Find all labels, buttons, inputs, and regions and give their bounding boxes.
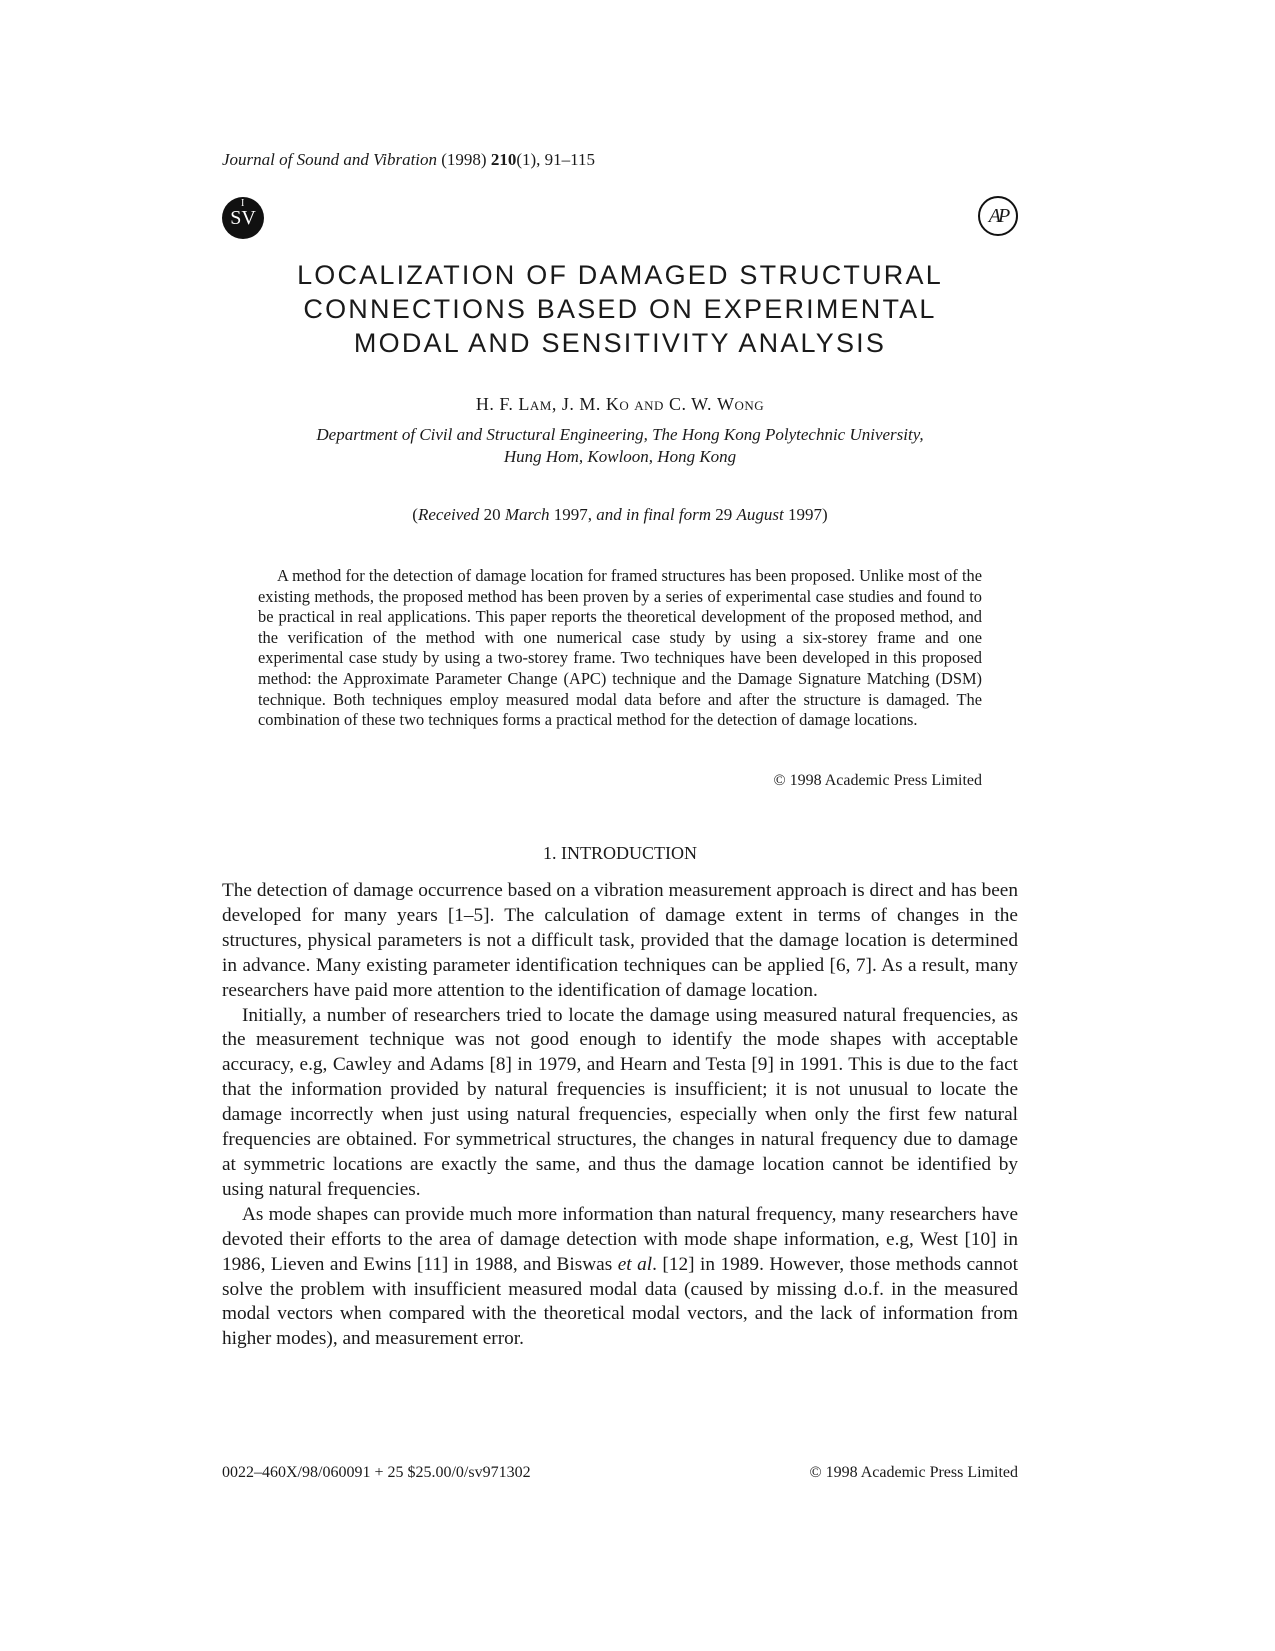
introduction-body: [222, 879, 1018, 1352]
paragraph-part: . [12] in 1989. However, those methods cannot solve the problem with insufficient measured modal data (caused by missing d.o.f. in the measured modal vectors when compared with the theoretical modal vectors, and the lack of information from higher modes), and measurement error.: [222, 1253, 1018, 1350]
abstract: [258, 566, 982, 731]
final-year: 1997): [783, 505, 828, 524]
affiliation-line-2: Hung Hom, Kowloon, Hong Kong: [503, 447, 737, 466]
sv-logo-small: I: [241, 198, 245, 209]
sv-logo: [222, 197, 264, 239]
journal-volume: 210: [490, 150, 517, 169]
abstract-copyright: © 1998 Academic Press Limited: [773, 772, 982, 789]
journal-year: (1998): [441, 150, 487, 169]
received-open: (: [412, 505, 418, 524]
paragraph: Initially, a number of researchers tried to locate the damage using measured natural frequencies, as the measurement technique was not good enough to identify the mode shapes with acceptable accuracy, e.g, Cawley and Adams [8] in 1979, and Hearn and Testa [9] in 1991. This is due to the fact that the information provided by natural frequencies is insufficient; it is not unusual to locate the damage incorrectly when just using natural frequencies, especially when only the first few natural frequencies are obtained. For symmetrical structures, the changes in natural frequency due to damage at symmetric locations are exactly the same, and thus the damage location cannot be identified by using natural frequencies.: [222, 1004, 1018, 1200]
final-month: August: [736, 505, 784, 524]
title-line: MODAL AND SENSITIVITY ANALYSIS: [353, 328, 887, 358]
journal-citation: [222, 150, 595, 170]
section-heading: 1. INTRODUCTION: [543, 843, 697, 863]
paragraph: [222, 1203, 1018, 1352]
received-word: Received: [417, 505, 480, 524]
affiliation-line-1: Department of Civil and Structural Engineering, The Hong Kong Polytechnic University,: [316, 425, 924, 444]
received-month: March: [504, 505, 550, 524]
author-2-surname: Ko: [605, 394, 630, 414]
author-list: [220, 394, 1020, 415]
affiliation: [220, 424, 1020, 468]
paragraph-etal: et al: [617, 1253, 653, 1275]
ap-logo-text: AP: [988, 204, 1008, 227]
author-1-initials: H. F.: [475, 394, 519, 414]
footer-code: 0022–460X/98/060091 + 25 $25.00/0/sv971302: [222, 1464, 531, 1481]
ap-logo: [978, 196, 1018, 236]
received-dates: [220, 505, 1020, 525]
journal-name: Journal of Sound and Vibration: [222, 150, 438, 169]
final-day: 29: [711, 505, 737, 524]
received-year: 1997,: [549, 505, 597, 524]
author-and: and: [629, 394, 669, 414]
author-1-surname: Lam: [518, 394, 552, 414]
sv-logo-text: SV: [230, 206, 256, 229]
author-3-surname: Wong: [716, 394, 765, 414]
author-3-initials: C. W.: [668, 394, 717, 414]
received-day: 20: [479, 505, 505, 524]
paragraph: The detection of damage occurrence based on a vibration measurement approach is direct and has been developed for many years [1–5]. The calculation of damage extent in terms of changes in the structures, physical parameters is not a difficult task, provided that the damage location is determined in advance. Many existing parameter identification techniques can be applied [6, 7]. As a result, many researchers have paid more attention to the identification of damage location.: [222, 880, 1018, 1001]
author-2-initials: J. M.: [561, 394, 606, 414]
final-phrase: and in final form: [596, 505, 712, 524]
abstract-text: A method for the detection of damage location for framed structures has been proposed. Unlike most of the existing methods, the proposed method has been proven by a series of experimental case studies and found to be practical in real applications. This paper reports the theoretical development of the proposed method, and the verification of the method with one numerical case study by using a six-storey frame and one experimental case study by using a two-storey frame. Two techniques have been developed in this proposed method: the Approximate Parameter Change (APC) technique and the Damage Signature Matching (DSM) technique. Both techniques employ measured modal data before and after the structure is damaged. The combination of these two techniques forms a practical method for the detection of damage locations.: [258, 566, 982, 730]
journal-issue-pages: (1), 91–115: [516, 150, 596, 169]
paragraph-part: As mode shapes can provide much more information than natural frequency, many researchers have devoted their efforts to the area of damage detection with mode shape information, e.g, West [10] in 1986, Lieven and Ewins [11] in 1988, and Biswas: [222, 1203, 1018, 1275]
title-line: LOCALIZATION OF DAMAGED STRUCTURAL: [297, 260, 943, 290]
author-separator: ,: [551, 394, 562, 414]
title-line: CONNECTIONS BASED ON EXPERIMENTAL: [303, 294, 937, 324]
paper-title: [220, 258, 1020, 360]
footer-copyright: © 1998 Academic Press Limited: [809, 1464, 1018, 1481]
